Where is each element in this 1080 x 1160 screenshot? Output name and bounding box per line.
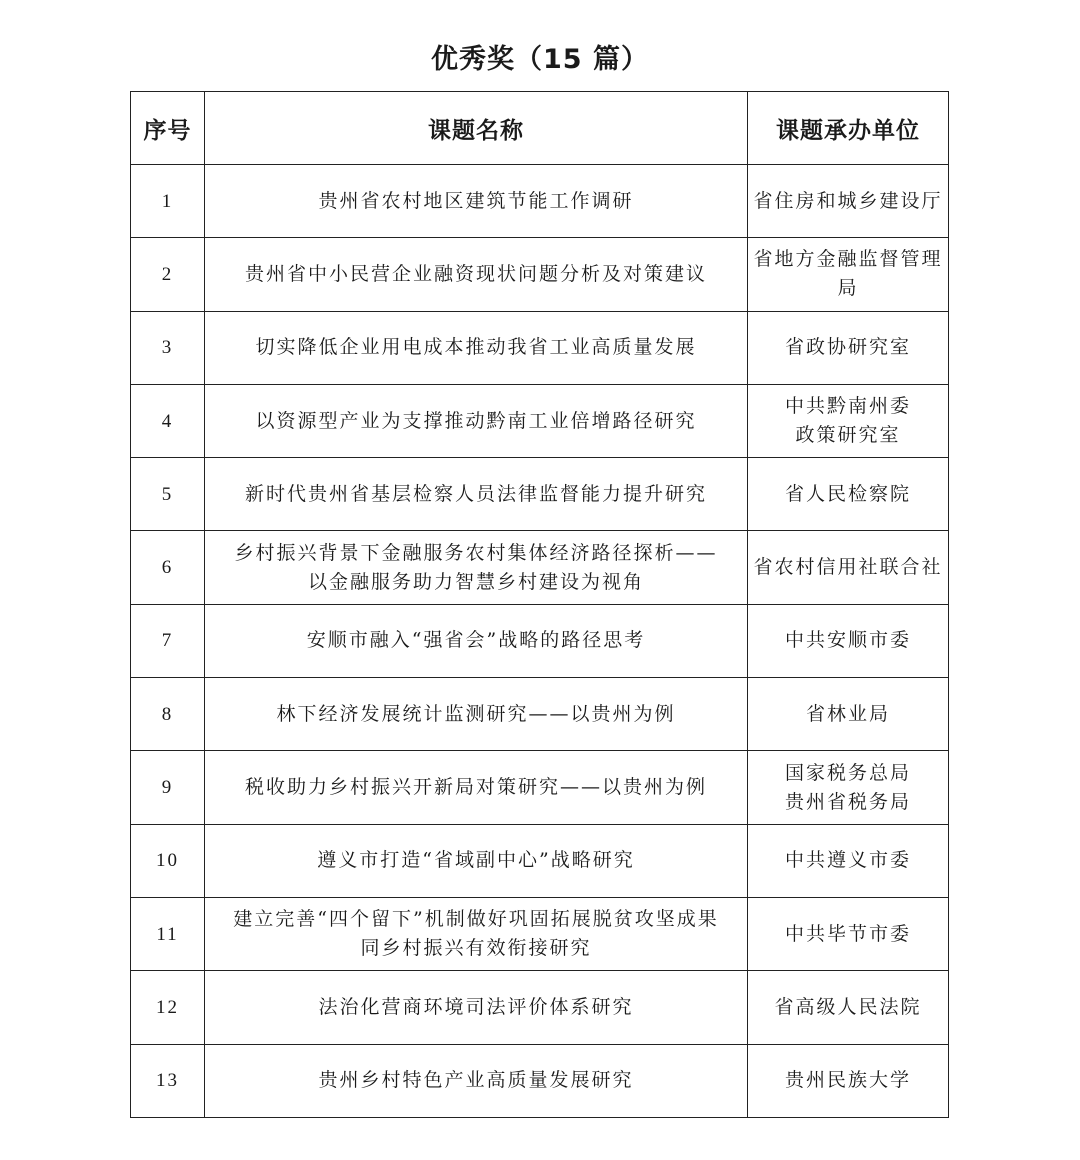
topic-cell [205, 897, 748, 970]
table-row [131, 238, 949, 311]
table-row [131, 678, 949, 751]
unit-cell [748, 1044, 949, 1117]
topic-cell [205, 311, 748, 384]
table-row [131, 165, 949, 238]
topic-line: 同乡村振兴有效衔接研究 [360, 937, 592, 960]
row-number: 1 [131, 165, 205, 238]
unit-line: 省农村信用社联合社 [753, 556, 943, 579]
unit-line: 贵州民族大学 [784, 1069, 911, 1092]
topic-line: 法治化营商环境司法评价体系研究 [318, 995, 634, 1018]
header-topic: 课题名称 [205, 92, 748, 165]
unit-line: 省住房和城乡建设厅 [753, 189, 943, 212]
table-row [131, 604, 949, 677]
topic-line: 以资源型产业为支撑推动黔南工业倍增路径研究 [255, 409, 697, 432]
unit-line: 中共遵义市委 [784, 849, 911, 872]
topic-cell [205, 971, 748, 1044]
table-row [131, 897, 949, 970]
topic-line: 贵州省农村地区建筑节能工作调研 [318, 189, 634, 212]
unit-line: 省林业局 [805, 702, 890, 725]
row-number: 3 [131, 311, 205, 384]
topic-cell [205, 1044, 748, 1117]
unit-line: 省政协研究室 [784, 336, 911, 359]
topic-line: 切实降低企业用电成本推动我省工业高质量发展 [255, 336, 697, 359]
table-row [131, 1044, 949, 1117]
unit-cell [748, 604, 949, 677]
unit-cell [748, 165, 949, 238]
unit-cell [748, 824, 949, 897]
unit-cell [748, 897, 949, 970]
topic-cell [205, 384, 748, 457]
topic-cell [205, 824, 748, 897]
topic-line: 安顺市融入“强省会”战略的路径思考 [306, 629, 646, 652]
topic-cell [205, 531, 748, 604]
row-number: 12 [131, 971, 205, 1044]
unit-line: 政策研究室 [795, 424, 901, 447]
unit-cell [748, 311, 949, 384]
topic-line: 税收助力乡村振兴开新局对策研究——以贵州为例 [244, 776, 707, 799]
unit-line: 贵州省税务局 [784, 790, 911, 813]
topic-line: 贵州省中小民营企业融资现状问题分析及对策建议 [244, 262, 707, 285]
topic-cell [205, 751, 748, 824]
unit-line: 省人民检察院 [784, 482, 911, 505]
table-body [131, 165, 949, 1118]
topic-line: 以金融服务助力智慧乡村建设为视角 [307, 570, 644, 593]
header-no: 序号 [131, 92, 205, 165]
topic-line: 乡村振兴背景下金融服务农村集体经济路径探析—— [234, 541, 718, 564]
row-number: 10 [131, 824, 205, 897]
awards-table [130, 91, 949, 1118]
topic-line: 新时代贵州省基层检察人员法律监督能力提升研究 [244, 482, 707, 505]
table-row [131, 458, 949, 531]
unit-cell [748, 971, 949, 1044]
table-row [131, 311, 949, 384]
unit-cell [748, 458, 949, 531]
page-title: 优秀奖（15 篇） [431, 44, 649, 75]
row-number: 13 [131, 1044, 205, 1117]
unit-cell [748, 238, 949, 311]
topic-line: 建立完善“四个留下”机制做好巩固拓展脱贫攻坚成果 [233, 908, 719, 931]
unit-cell [748, 751, 949, 824]
unit-cell [748, 531, 949, 604]
topic-cell [205, 604, 748, 677]
unit-line: 省地方金融监督管理局 [753, 248, 943, 300]
row-number: 11 [131, 897, 205, 970]
unit-line: 国家税务总局 [784, 761, 911, 784]
table-row [131, 751, 949, 824]
table-row [131, 531, 949, 604]
row-number: 6 [131, 531, 205, 604]
topic-line: 贵州乡村特色产业高质量发展研究 [318, 1069, 634, 1092]
unit-line: 中共黔南州委 [784, 395, 911, 418]
row-number: 7 [131, 604, 205, 677]
topic-cell [205, 165, 748, 238]
table-header-row [131, 92, 949, 165]
table-row [131, 384, 949, 457]
row-number: 9 [131, 751, 205, 824]
topic-cell [205, 238, 748, 311]
topic-line: 遵义市打造“省域副中心”战略研究 [317, 849, 635, 872]
header-unit: 课题承办单位 [748, 92, 949, 165]
table-row [131, 971, 949, 1044]
topic-cell [205, 458, 748, 531]
row-number: 2 [131, 238, 205, 311]
table-row [131, 824, 949, 897]
topic-line: 林下经济发展统计监测研究——以贵州为例 [276, 702, 676, 725]
unit-line: 省高级人民法院 [774, 995, 922, 1018]
unit-cell [748, 678, 949, 751]
row-number: 4 [131, 384, 205, 457]
unit-line: 中共毕节市委 [784, 922, 911, 945]
topic-cell [205, 678, 748, 751]
unit-line: 中共安顺市委 [784, 629, 911, 652]
row-number: 5 [131, 458, 205, 531]
row-number: 8 [131, 678, 205, 751]
unit-cell [748, 384, 949, 457]
